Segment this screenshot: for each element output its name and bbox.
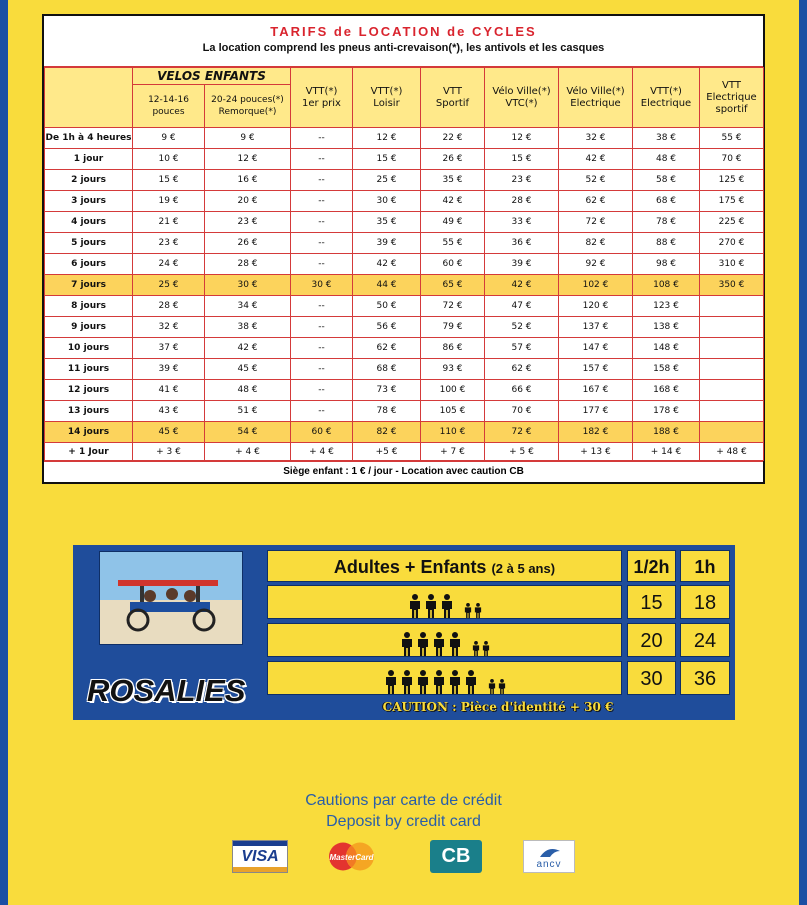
person-icon <box>441 594 453 618</box>
table-row <box>45 233 764 254</box>
rosalies-label: ROSALIES <box>87 673 246 708</box>
price-cell: 310 € <box>700 254 764 275</box>
price-cell: 105 € <box>421 401 485 422</box>
price-cell: 72 € <box>559 212 633 233</box>
header-blank <box>45 68 133 128</box>
table-row <box>45 254 764 275</box>
tariff-footer: Siège enfant : 1 € / jour - Location avec caution CB <box>44 461 763 482</box>
duration-cell: De 1h à 4 heures <box>45 128 133 149</box>
table-row <box>45 380 764 401</box>
price-cell: 23 € <box>485 170 559 191</box>
duration-cell: 12 jours <box>45 380 133 401</box>
price-cell: 110 € <box>421 422 485 443</box>
price-cell: 157 € <box>559 359 633 380</box>
price-cell: 25 € <box>133 275 205 296</box>
price-cell: 28 € <box>133 296 205 317</box>
price-cell: 32 € <box>133 317 205 338</box>
price-cell: 9 € <box>205 128 291 149</box>
price-cell <box>700 401 764 422</box>
table-row <box>45 191 764 212</box>
header-col-7: Vélo Ville(*) Electrique <box>559 68 633 128</box>
duration-cell: 5 jours <box>45 233 133 254</box>
left-border <box>0 0 8 905</box>
price-cell: 70 € <box>700 149 764 170</box>
table-row <box>45 422 764 443</box>
price-cell: + 48 € <box>700 443 764 461</box>
price-cell: 30 € <box>353 191 421 212</box>
price-cell: 79 € <box>421 317 485 338</box>
duration-cell: 14 jours <box>45 422 133 443</box>
right-border <box>799 0 807 905</box>
price-cell: 70 € <box>485 401 559 422</box>
price-cell: 48 € <box>205 380 291 401</box>
price-cell: + 14 € <box>633 443 700 461</box>
price-cell: 45 € <box>133 422 205 443</box>
duration-cell: 8 jours <box>45 296 133 317</box>
price-cell: 38 € <box>205 317 291 338</box>
price-cell: 55 € <box>421 233 485 254</box>
person-icon <box>488 679 496 694</box>
price-cell: 22 € <box>421 128 485 149</box>
person-icon <box>433 632 445 656</box>
duration-cell: 6 jours <box>45 254 133 275</box>
price-cell: -- <box>291 212 353 233</box>
price-cell <box>700 359 764 380</box>
price-cell: 167 € <box>559 380 633 401</box>
header-col-8: VTT(*) Electrique <box>633 68 700 128</box>
price-cell: 350 € <box>700 275 764 296</box>
rosalies-caution: CAUTION : Pièce d'identité + 30 € <box>382 700 614 714</box>
price-cell: 120 € <box>559 296 633 317</box>
price-cell: -- <box>291 233 353 254</box>
price-cell: 56 € <box>353 317 421 338</box>
rosalies-panel <box>73 545 735 720</box>
price-cell: 188 € <box>633 422 700 443</box>
tariff-header <box>44 16 763 67</box>
price-cell: 168 € <box>633 380 700 401</box>
price-cell: 15 € <box>485 149 559 170</box>
price-cell: -- <box>291 191 353 212</box>
price-cell: 78 € <box>353 401 421 422</box>
price-cell: 137 € <box>559 317 633 338</box>
price-cell: 9 € <box>133 128 205 149</box>
price-cell: 32 € <box>559 128 633 149</box>
price-cell: 42 € <box>205 338 291 359</box>
person-icon <box>482 641 490 656</box>
price-cell: 39 € <box>353 233 421 254</box>
price-cell: -- <box>291 380 353 401</box>
price-cell: 16 € <box>205 170 291 191</box>
price-cell: 23 € <box>133 233 205 254</box>
price-cell: 52 € <box>559 170 633 191</box>
rosalies-header-main: Adultes + Enfants <box>333 557 487 577</box>
price-cell: 45 € <box>205 359 291 380</box>
price-cell: -- <box>291 317 353 338</box>
price-cell: 102 € <box>559 275 633 296</box>
price-cell: 39 € <box>133 359 205 380</box>
price-cell: 47 € <box>485 296 559 317</box>
person-icon <box>449 632 461 656</box>
price-cell: 26 € <box>421 149 485 170</box>
price-cell: 28 € <box>485 191 559 212</box>
rosalies-option-people <box>267 623 622 657</box>
price-cell: + 5 € <box>485 443 559 461</box>
price-cell: -- <box>291 338 353 359</box>
header-col-2: 20-24 pouces(*) Remorque(*) <box>205 85 291 128</box>
price-cell <box>700 296 764 317</box>
price-cell: 98 € <box>633 254 700 275</box>
duration-cell: 4 jours <box>45 212 133 233</box>
price-cell: 26 € <box>205 233 291 254</box>
price-cell: 42 € <box>353 254 421 275</box>
price-cell: 178 € <box>633 401 700 422</box>
price-cell: 82 € <box>353 422 421 443</box>
price-cell: 34 € <box>205 296 291 317</box>
rosalies-col-half: 1/2h <box>627 550 676 582</box>
rosalies-header-kids: (2 à 5 ans) <box>491 561 556 576</box>
price-cell: 21 € <box>133 212 205 233</box>
person-icon <box>385 670 397 694</box>
table-row <box>45 149 764 170</box>
rosalie-photo <box>99 551 243 645</box>
price-cell: 147 € <box>559 338 633 359</box>
price-cell: 35 € <box>353 212 421 233</box>
price-cell: 35 € <box>421 170 485 191</box>
price-cell: 12 € <box>205 149 291 170</box>
rosalies-price-hour: 24 <box>680 623 730 657</box>
price-cell: + 7 € <box>421 443 485 461</box>
header-velos-enfants: VELOS ENFANTS <box>133 68 291 85</box>
price-cell: 50 € <box>353 296 421 317</box>
price-cell: 78 € <box>633 212 700 233</box>
price-cell <box>700 338 764 359</box>
rosalies-price-hour: 18 <box>680 585 730 619</box>
price-cell: -- <box>291 359 353 380</box>
duration-cell: 10 jours <box>45 338 133 359</box>
table-row <box>45 338 764 359</box>
price-cell: 24 € <box>133 254 205 275</box>
duration-cell: 9 jours <box>45 317 133 338</box>
price-cell: -- <box>291 128 353 149</box>
header-col-4: VTT(*) Loisir <box>353 68 421 128</box>
price-cell: 182 € <box>559 422 633 443</box>
price-cell: 25 € <box>353 170 421 191</box>
person-icon <box>425 594 437 618</box>
deposit-line-en: Deposit by credit card <box>326 813 481 830</box>
price-cell: 57 € <box>485 338 559 359</box>
deposit-text <box>0 790 807 832</box>
tariff-title: TARIFS de LOCATION de CYCLES <box>270 24 537 39</box>
table-row <box>45 401 764 422</box>
price-cell: 62 € <box>353 338 421 359</box>
price-cell: 125 € <box>700 170 764 191</box>
table-row <box>45 317 764 338</box>
price-cell: -- <box>291 401 353 422</box>
price-cell: 15 € <box>353 149 421 170</box>
duration-cell: 13 jours <box>45 401 133 422</box>
price-cell: 12 € <box>485 128 559 149</box>
price-cell: 62 € <box>559 191 633 212</box>
price-cell: 225 € <box>700 212 764 233</box>
person-icon <box>464 603 472 618</box>
price-cell: 88 € <box>633 233 700 254</box>
ancv-icon: ancv <box>523 840 575 873</box>
duration-cell: 2 jours <box>45 170 133 191</box>
price-cell: -- <box>291 254 353 275</box>
price-cell: 93 € <box>421 359 485 380</box>
price-cell: 175 € <box>700 191 764 212</box>
price-cell: 68 € <box>633 191 700 212</box>
price-cell: 48 € <box>633 149 700 170</box>
price-cell: 52 € <box>485 317 559 338</box>
rosalies-col-hour: 1h <box>680 550 730 582</box>
price-cell: 65 € <box>421 275 485 296</box>
price-cell: -- <box>291 149 353 170</box>
person-icon <box>472 641 480 656</box>
tariff-table <box>42 14 765 484</box>
price-cell: 20 € <box>205 191 291 212</box>
price-cell: 148 € <box>633 338 700 359</box>
price-cell: 10 € <box>133 149 205 170</box>
price-cell: 12 € <box>353 128 421 149</box>
price-cell: 49 € <box>421 212 485 233</box>
cb-card-icon: CB <box>430 840 482 873</box>
duration-cell: 1 jour <box>45 149 133 170</box>
price-cell: 73 € <box>353 380 421 401</box>
price-cell: -- <box>291 296 353 317</box>
table-row <box>45 443 764 461</box>
person-icon <box>417 670 429 694</box>
price-grid <box>44 67 764 461</box>
price-cell: 42 € <box>485 275 559 296</box>
price-cell: + 4 € <box>291 443 353 461</box>
price-cell: 30 € <box>205 275 291 296</box>
table-row <box>45 128 764 149</box>
person-icon <box>498 679 506 694</box>
header-col-5: VTT Sportif <box>421 68 485 128</box>
price-cell: + 3 € <box>133 443 205 461</box>
price-cell: 270 € <box>700 233 764 254</box>
price-cell: +5 € <box>353 443 421 461</box>
person-icon <box>417 632 429 656</box>
rosalie-image-icon <box>100 552 242 644</box>
price-cell: 43 € <box>133 401 205 422</box>
rosalies-header <box>267 550 622 582</box>
price-cell: 177 € <box>559 401 633 422</box>
person-icon <box>474 603 482 618</box>
person-icon <box>401 632 413 656</box>
duration-cell: 11 jours <box>45 359 133 380</box>
price-cell: 58 € <box>633 170 700 191</box>
header-col-9: VTT Electrique sportif <box>700 68 764 128</box>
deposit-line-fr: Cautions par carte de crédit <box>305 792 502 809</box>
price-cell: 15 € <box>133 170 205 191</box>
header-col-3: VTT(*) 1er prix <box>291 68 353 128</box>
price-cell: 72 € <box>485 422 559 443</box>
header-col-1: 12-14-16 pouces <box>133 85 205 128</box>
person-icon <box>409 594 421 618</box>
price-cell: -- <box>291 170 353 191</box>
header-col-6: Vélo Ville(*) VTC(*) <box>485 68 559 128</box>
person-icon <box>433 670 445 694</box>
table-row <box>45 296 764 317</box>
duration-cell: + 1 Jour <box>45 443 133 461</box>
duration-cell: 3 jours <box>45 191 133 212</box>
table-row <box>45 359 764 380</box>
price-cell: 62 € <box>485 359 559 380</box>
price-cell: 100 € <box>421 380 485 401</box>
price-cell: 55 € <box>700 128 764 149</box>
duration-cell: 7 jours <box>45 275 133 296</box>
price-cell: 41 € <box>133 380 205 401</box>
rosalies-price-half: 20 <box>627 623 676 657</box>
price-cell: 108 € <box>633 275 700 296</box>
price-cell: 38 € <box>633 128 700 149</box>
price-cell: + 4 € <box>205 443 291 461</box>
price-cell: 28 € <box>205 254 291 275</box>
price-cell: 158 € <box>633 359 700 380</box>
table-row <box>45 212 764 233</box>
price-cell: 60 € <box>421 254 485 275</box>
person-icon <box>449 670 461 694</box>
price-cell: 68 € <box>353 359 421 380</box>
price-cell: 86 € <box>421 338 485 359</box>
price-cell: 36 € <box>485 233 559 254</box>
price-cell <box>700 422 764 443</box>
rosalies-price-hour: 36 <box>680 661 730 695</box>
price-cell: 60 € <box>291 422 353 443</box>
price-cell: 39 € <box>485 254 559 275</box>
tariff-subtitle: La location comprend les pneus anti-crevaison(*), les antivols et les casques <box>202 42 605 54</box>
price-cell: 123 € <box>633 296 700 317</box>
price-cell: 72 € <box>421 296 485 317</box>
rosalies-option-people <box>267 585 622 619</box>
price-cell: 138 € <box>633 317 700 338</box>
visa-card-icon: VISA <box>232 840 288 873</box>
price-cell: 51 € <box>205 401 291 422</box>
price-cell: + 13 € <box>559 443 633 461</box>
price-cell <box>700 317 764 338</box>
price-cell: 92 € <box>559 254 633 275</box>
price-cell: 33 € <box>485 212 559 233</box>
rosalies-price-half: 15 <box>627 585 676 619</box>
price-cell: 82 € <box>559 233 633 254</box>
rosalies-option-people <box>267 661 622 695</box>
price-cell: 23 € <box>205 212 291 233</box>
price-cell: 19 € <box>133 191 205 212</box>
price-cell: 30 € <box>291 275 353 296</box>
price-cell: 42 € <box>421 191 485 212</box>
mastercard-icon <box>323 840 380 873</box>
rosalies-price-half: 30 <box>627 661 676 695</box>
table-row <box>45 275 764 296</box>
table-row <box>45 170 764 191</box>
mastercard-text: MasterCard <box>329 853 374 862</box>
price-cell: 42 € <box>559 149 633 170</box>
price-cell <box>700 380 764 401</box>
price-cell: 44 € <box>353 275 421 296</box>
price-cell: 37 € <box>133 338 205 359</box>
price-cell: 66 € <box>485 380 559 401</box>
person-icon <box>401 670 413 694</box>
person-icon <box>465 670 477 694</box>
price-cell: 54 € <box>205 422 291 443</box>
